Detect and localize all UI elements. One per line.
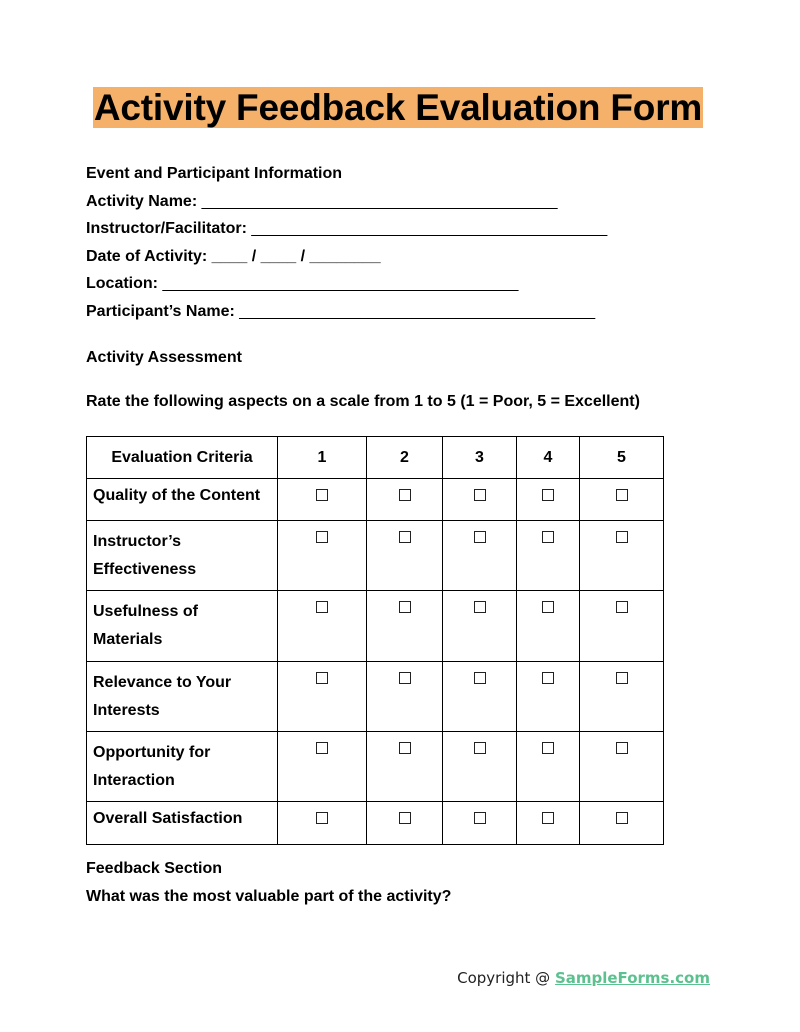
form-title: Activity Feedback Evaluation Form <box>93 87 703 128</box>
feedback-heading: Feedback Section <box>86 860 223 877</box>
rating-checkbox-2[interactable] <box>399 601 411 613</box>
rating-checkbox-4[interactable] <box>542 672 554 684</box>
criteria-cell <box>87 521 278 591</box>
criteria-label-2: Materials <box>93 631 163 648</box>
rating-checkbox-3[interactable] <box>474 742 486 754</box>
field-participant-name[interactable] <box>86 303 595 321</box>
rating-checkbox-4[interactable] <box>542 531 554 543</box>
criteria-label: Usefulness of <box>93 603 198 620</box>
title-wrapper <box>0 87 796 128</box>
table-header-row <box>87 437 664 479</box>
field-instructor[interactable] <box>86 220 607 238</box>
table-row <box>87 662 664 732</box>
field-blank[interactable]: ____ / ____ / ________ <box>211 248 381 265</box>
criteria-cell <box>87 479 278 521</box>
criteria-label: Overall Satisfaction <box>93 810 243 827</box>
header-5: 5 <box>580 437 664 479</box>
rating-checkbox-3[interactable] <box>474 672 486 684</box>
rating-checkbox-1[interactable] <box>316 601 328 613</box>
field-label: Date of Activity: <box>86 248 208 265</box>
criteria-label-2: Interaction <box>93 772 175 789</box>
field-location[interactable] <box>86 275 518 293</box>
rating-checkbox-2[interactable] <box>399 812 411 824</box>
header-criteria: Evaluation Criteria <box>87 437 278 479</box>
field-blank[interactable]: ________________________________________ <box>162 275 519 292</box>
header-1: 1 <box>278 437 367 479</box>
feedback-question: What was the most valuable part of the activity? <box>86 888 452 905</box>
rating-instructions: Rate the following aspects on a scale from 1 to 5 (1 = Poor, 5 = Excellent) <box>86 393 640 410</box>
header-4: 4 <box>517 437 580 479</box>
evaluation-table <box>86 436 664 845</box>
criteria-label: Instructor’s <box>93 533 182 550</box>
rating-checkbox-2[interactable] <box>399 531 411 543</box>
rating-checkbox-4[interactable] <box>542 489 554 501</box>
criteria-cell <box>87 732 278 802</box>
field-label: Activity Name: <box>86 193 198 210</box>
header-2: 2 <box>367 437 443 479</box>
field-label: Instructor/Facilitator: <box>86 220 247 237</box>
rating-checkbox-5[interactable] <box>616 489 628 501</box>
rating-checkbox-3[interactable] <box>474 812 486 824</box>
field-activity-name[interactable] <box>86 193 558 211</box>
field-blank[interactable]: ________________________________________ <box>251 220 608 237</box>
rating-checkbox-5[interactable] <box>616 672 628 684</box>
rating-checkbox-4[interactable] <box>542 742 554 754</box>
criteria-label: Relevance to Your <box>93 674 232 691</box>
rating-checkbox-4[interactable] <box>542 601 554 613</box>
copyright-prefix: Copyright @ <box>457 969 555 987</box>
table-row <box>87 479 664 521</box>
rating-checkbox-5[interactable] <box>616 601 628 613</box>
rating-checkbox-1[interactable] <box>316 812 328 824</box>
rating-checkbox-1[interactable] <box>316 531 328 543</box>
sampleforms-link[interactable]: SampleForms.com <box>554 969 710 987</box>
info-section-heading: Event and Participant Information <box>86 165 343 182</box>
field-blank[interactable]: ________________________________________ <box>239 303 596 320</box>
table-row <box>87 521 664 591</box>
assessment-heading: Activity Assessment <box>86 349 242 366</box>
rating-checkbox-1[interactable] <box>316 489 328 501</box>
rating-checkbox-5[interactable] <box>616 742 628 754</box>
rating-checkbox-1[interactable] <box>316 672 328 684</box>
criteria-cell <box>87 591 278 662</box>
rating-checkbox-5[interactable] <box>616 812 628 824</box>
field-label: Location: <box>86 275 158 292</box>
table-row <box>87 802 664 845</box>
rating-checkbox-2[interactable] <box>399 742 411 754</box>
criteria-cell <box>87 802 278 845</box>
rating-checkbox-1[interactable] <box>316 742 328 754</box>
field-blank[interactable]: ________________________________________ <box>201 193 558 210</box>
criteria-cell <box>87 662 278 732</box>
criteria-label-2: Effectiveness <box>93 561 197 578</box>
rating-checkbox-3[interactable] <box>474 601 486 613</box>
field-label: Participant’s Name: <box>86 303 235 320</box>
copyright <box>457 969 710 987</box>
rating-checkbox-5[interactable] <box>616 531 628 543</box>
criteria-label: Opportunity for <box>93 744 211 761</box>
rating-checkbox-2[interactable] <box>399 489 411 501</box>
header-3: 3 <box>443 437 517 479</box>
rating-checkbox-2[interactable] <box>399 672 411 684</box>
rating-checkbox-3[interactable] <box>474 531 486 543</box>
field-date[interactable] <box>86 248 381 266</box>
criteria-label-2: Interests <box>93 702 160 719</box>
table-row <box>87 732 664 802</box>
rating-checkbox-4[interactable] <box>542 812 554 824</box>
table-row <box>87 591 664 662</box>
rating-checkbox-3[interactable] <box>474 489 486 501</box>
criteria-label: Quality of the Content <box>93 487 261 504</box>
